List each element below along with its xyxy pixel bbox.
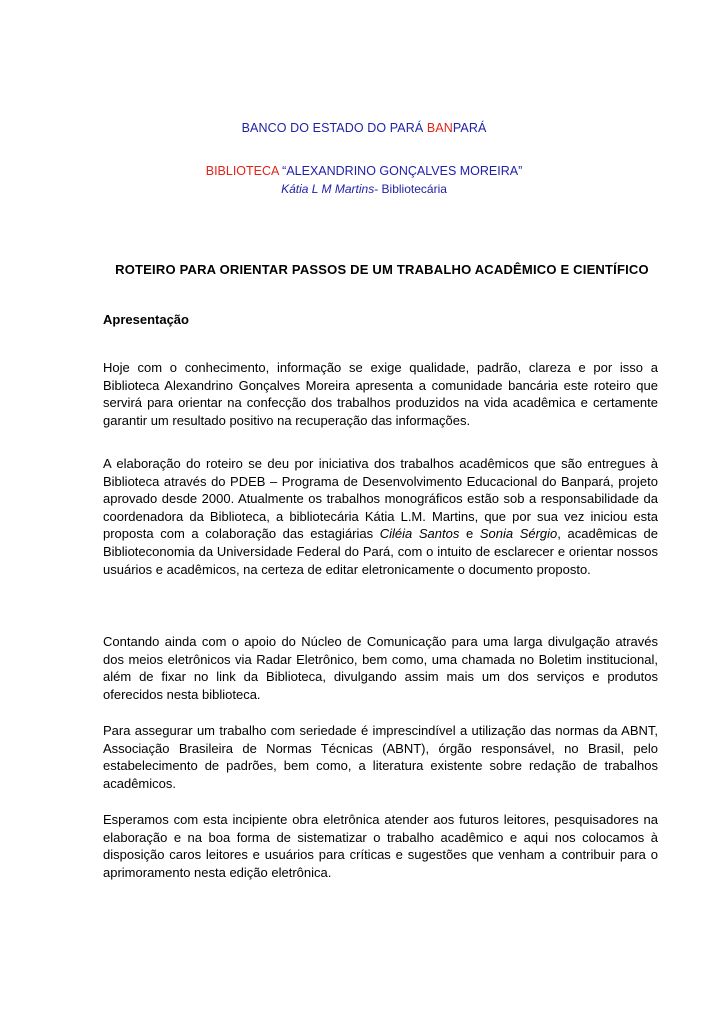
librarian-line bbox=[0, 182, 728, 196]
bank-header bbox=[0, 121, 728, 135]
paragraph-3: Contando ainda com o apoio do Núcleo de Comunicação para uma larga divulgação através dos meios eletrônicos via Radar Eletrônico, bem como, uma chamada no Boletim institucional, além de fixar no link da Biblioteca, divulgando assim mais um dos serviços e produtos oferecidos nesta biblioteca. bbox=[103, 634, 658, 702]
bank-abbr-blue: PARÁ bbox=[452, 121, 487, 135]
intern-name-2: Sonia Sérgio bbox=[479, 526, 558, 542]
paragraph-5: Esperamos com esta incipiente obra eletrônica atender aos futuros leitores, pesquisadores na elaboração e na boa forma de sistematizar o trabalho acadêmico e aqui nos colocamos à disposição caros leitores e usuários para críticas e sugestões que venham a contribuir para o aprimoramento nesta edição eletrônica. bbox=[103, 812, 658, 880]
bank-abbr-red: BAN bbox=[426, 121, 453, 135]
bank-name: BANCO DO ESTADO DO PARÁ bbox=[241, 121, 427, 135]
section-heading: Apresentação bbox=[103, 312, 189, 327]
paragraph-2 bbox=[103, 455, 658, 578]
librarian-role: - Bibliotecária bbox=[374, 182, 447, 196]
library-name: “ALEXANDRINO GONÇALVES MOREIRA” bbox=[278, 164, 523, 178]
paragraph-1: Hoje com o conhecimento, informação se exige qualidade, padrão, clareza e por isso a Biblioteca Alexandrino Gonçalves Moreira apresenta a comunidade bancária este roteiro que servirá para orientar na confecção dos trabalhos produzidos na vida acadêmica e certamente garantir um resultado positivo na recuperação das informações. bbox=[103, 360, 658, 428]
paragraph-2-part-1: A elaboração do roteiro se deu por iniciativa dos trabalhos acadêmicos que são entregues à Biblioteca através do PDEB – Programa de Desenvolvimento Educacional do Banpará, projeto aprovado desde 2000. Atualmente os trabalhos monográficos estão sob a responsabilidade da coordenadora da Biblioteca, a bibliotecária Kátia L.M. Martins, que por sua vez iniciou esta proposta com a colaboração das estagiárias bbox=[103, 456, 658, 542]
document-title: ROTEIRO PARA ORIENTAR PASSOS DE UM TRABALHO ACADÊMICO E CIENTÍFICO bbox=[115, 262, 649, 277]
paragraph-2-conjunction: e bbox=[459, 526, 480, 542]
paragraph-4: Para assegurar um trabalho com seriedade é imprescindível a utilização das normas da ABNT, Associação Brasileira de Normas Técnicas (ABNT), órgão responsável, no Brasil, pelo estabelecimento de padrões, bem como, a literatura existente sobre redação de trabalhos acadêmicos. bbox=[103, 723, 658, 791]
librarian-name: Kátia L M Martins bbox=[281, 182, 375, 196]
library-header bbox=[0, 164, 728, 178]
paragraph-2-part-2: , acadêmicas de Biblioteconomia da Universidade Federal do Pará, com o intuito de esclarecer e orientar nossos usuários e acadêmicos, na certeza de editar eletronicamente o documento proposto. bbox=[103, 526, 658, 577]
intern-name-1: Ciléia Santos bbox=[379, 526, 460, 542]
library-label: BIBLIOTECA bbox=[205, 164, 279, 178]
